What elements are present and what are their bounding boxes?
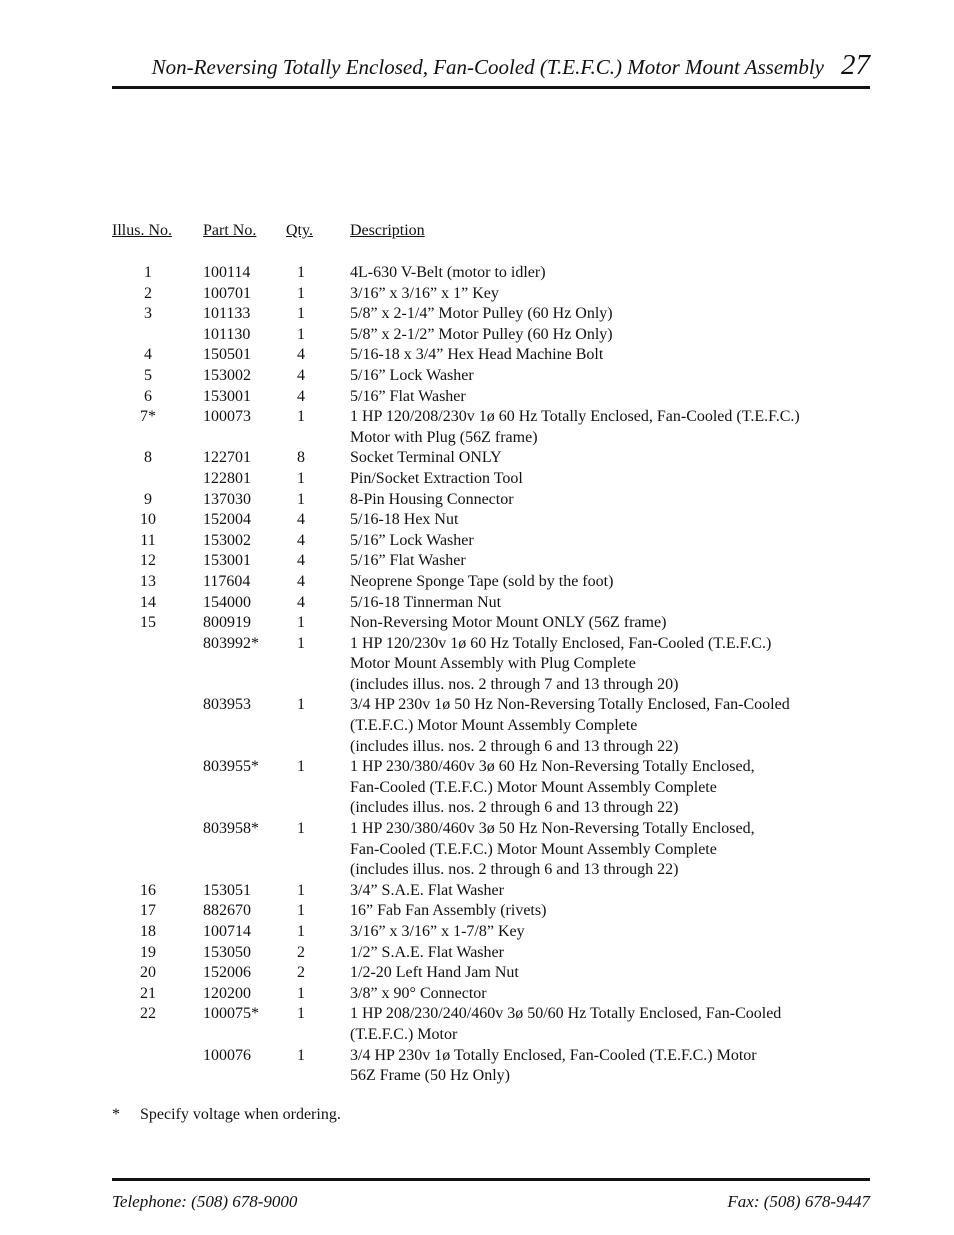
illus-no-cell: 21 bbox=[140, 984, 156, 1002]
description-cell bbox=[350, 490, 862, 511]
part-no-cell: 100701 bbox=[203, 284, 251, 302]
description-cell bbox=[350, 1004, 862, 1045]
part-no-cell: 153050 bbox=[203, 943, 251, 961]
description-line: 3/16” x 3/16” x 1-7/8” Key bbox=[350, 923, 525, 940]
footnote-mark: * bbox=[112, 1106, 120, 1123]
description-line: Fan-Cooled (T.E.F.C.) Motor Mount Assembly Complete bbox=[350, 840, 717, 858]
description-cell bbox=[350, 551, 862, 572]
part-no-cell: 100076 bbox=[203, 1046, 251, 1064]
illus-no-cell: 8 bbox=[144, 449, 152, 467]
qty-cell: 2 bbox=[297, 964, 305, 982]
description-cell bbox=[350, 263, 862, 284]
illus-no-cell: 9 bbox=[144, 490, 152, 508]
description-cell bbox=[350, 284, 862, 305]
illus-no-cell: 3 bbox=[144, 305, 152, 323]
qty-cell: 1 bbox=[297, 758, 305, 776]
part-no-cell: 803955* bbox=[203, 758, 259, 776]
table-row bbox=[112, 325, 862, 346]
description-line: 1/2” S.A.E. Flat Washer bbox=[350, 943, 504, 961]
description-cell bbox=[350, 469, 862, 490]
part-no-cell: 803953 bbox=[203, 696, 251, 714]
description-cell bbox=[350, 922, 862, 943]
part-no-cell: 152006 bbox=[203, 964, 251, 982]
column-header-qty: Qty. bbox=[286, 222, 313, 239]
description-cell bbox=[350, 613, 862, 634]
part-no-cell: 122801 bbox=[203, 469, 251, 487]
illus-no-cell: 13 bbox=[140, 572, 156, 590]
description-line: Motor Mount Assembly with Plug Complete bbox=[350, 655, 636, 673]
footer-phone: Telephone: (508) 678-9000 bbox=[112, 1192, 298, 1211]
part-no-cell: 100114 bbox=[203, 264, 251, 281]
illus-no-cell: 19 bbox=[140, 943, 156, 961]
part-no-cell: 122701 bbox=[203, 449, 251, 467]
table-row bbox=[112, 551, 862, 572]
part-no-cell: 153001 bbox=[203, 552, 251, 570]
table-row bbox=[112, 1004, 862, 1045]
description-line: Socket Terminal ONLY bbox=[350, 449, 502, 467]
illus-no-cell: 7* bbox=[140, 408, 156, 426]
illus-no-cell: 15 bbox=[140, 614, 156, 632]
qty-cell: 1 bbox=[297, 1046, 305, 1064]
parts-table bbox=[112, 222, 862, 1087]
part-no-cell: 137030 bbox=[203, 490, 251, 508]
footnote-text: Specify voltage when ordering. bbox=[140, 1106, 341, 1123]
qty-cell: 1 bbox=[297, 923, 305, 940]
table-row bbox=[112, 572, 862, 593]
description-line: 1 HP 120/230v 1ø 60 Hz Totally Enclosed, Fan-Cooled (T.E.F.C.) bbox=[350, 634, 772, 652]
part-no-cell: 100075* bbox=[203, 1005, 259, 1023]
description-line: 5/16-18 x 3/4” Hex Head Machine Bolt bbox=[350, 346, 604, 364]
description-line: Pin/Socket Extraction Tool bbox=[350, 469, 523, 487]
description-cell bbox=[350, 757, 862, 819]
description-cell bbox=[350, 943, 862, 964]
description-cell bbox=[350, 963, 862, 984]
description-cell bbox=[350, 593, 862, 614]
table-row bbox=[112, 448, 862, 469]
description-line: (includes illus. nos. 2 through 6 and 13 through 22) bbox=[350, 737, 679, 755]
table-row bbox=[112, 304, 862, 325]
table-row bbox=[112, 922, 862, 943]
description-cell bbox=[350, 634, 862, 696]
column-header-illus-no: Illus. No. bbox=[112, 222, 172, 239]
table-row bbox=[112, 593, 862, 614]
part-no-cell: 803958* bbox=[203, 820, 259, 838]
description-line: 1 HP 230/380/460v 3ø 50 Hz Non-Reversing Totally Enclosed, bbox=[350, 820, 755, 838]
table-row bbox=[112, 263, 862, 284]
table-row bbox=[112, 407, 862, 448]
description-line: 4L-630 V-Belt (motor to idler) bbox=[350, 264, 546, 281]
description-line: (T.E.F.C.) Motor Mount Assembly Complete bbox=[350, 717, 638, 735]
footer-fax: Fax: (508) 678-9447 bbox=[727, 1192, 870, 1211]
description-line: 5/16-18 Hex Nut bbox=[350, 511, 459, 529]
part-no-cell: 803992* bbox=[203, 634, 259, 652]
qty-cell: 4 bbox=[297, 387, 305, 405]
table-row bbox=[112, 469, 862, 490]
qty-cell: 1 bbox=[297, 881, 305, 899]
description-line: 3/16” x 3/16” x 1” Key bbox=[350, 284, 499, 302]
table-row bbox=[112, 531, 862, 552]
page-title: Non-Reversing Totally Enclosed, Fan-Cooled (T.E.F.C.) Motor Mount Assembly bbox=[151, 55, 824, 79]
description-line: 5/16” Flat Washer bbox=[350, 387, 466, 405]
description-line: 1 HP 208/230/240/460v 3ø 50/60 Hz Totally Enclosed, Fan-Cooled bbox=[350, 1005, 782, 1023]
part-no-cell: 150501 bbox=[203, 346, 251, 364]
illus-no-cell: 20 bbox=[140, 964, 156, 982]
part-no-cell: 800919 bbox=[203, 614, 251, 632]
part-no-cell: 120200 bbox=[203, 984, 251, 1002]
description-cell bbox=[350, 510, 862, 531]
illus-no-cell: 12 bbox=[140, 552, 156, 570]
qty-cell: 4 bbox=[297, 593, 305, 611]
illus-no-cell: 18 bbox=[140, 923, 156, 940]
column-header-description: Description bbox=[350, 222, 425, 239]
description-line: 1 HP 230/380/460v 3ø 60 Hz Non-Reversing Totally Enclosed, bbox=[350, 758, 755, 776]
table-row bbox=[112, 881, 862, 902]
description-line: 3/4” S.A.E. Flat Washer bbox=[350, 881, 504, 899]
description-cell bbox=[350, 325, 862, 346]
illus-no-cell: 10 bbox=[140, 511, 156, 529]
table-row bbox=[112, 490, 862, 511]
description-line: 5/8” x 2-1/4” Motor Pulley (60 Hz Only) bbox=[350, 305, 613, 323]
illus-no-cell: 22 bbox=[140, 1005, 156, 1023]
illus-no-cell: 2 bbox=[144, 284, 152, 302]
description-line: Non-Reversing Motor Mount ONLY (56Z frame) bbox=[350, 614, 667, 632]
description-line: Motor with Plug (56Z frame) bbox=[350, 428, 538, 446]
table-row bbox=[112, 901, 862, 922]
illus-no-cell: 17 bbox=[140, 902, 156, 920]
qty-cell: 1 bbox=[297, 264, 305, 281]
qty-cell: 1 bbox=[297, 284, 305, 302]
illus-no-cell: 6 bbox=[144, 387, 152, 405]
qty-cell: 4 bbox=[297, 552, 305, 570]
table-row bbox=[112, 695, 862, 757]
page-number: 27 bbox=[841, 49, 870, 81]
description-cell bbox=[350, 531, 862, 552]
part-no-cell: 154000 bbox=[203, 593, 251, 611]
table-row bbox=[112, 613, 862, 634]
qty-cell: 4 bbox=[297, 366, 305, 384]
table-row bbox=[112, 819, 862, 881]
qty-cell: 1 bbox=[297, 305, 305, 323]
table-row bbox=[112, 984, 862, 1005]
qty-cell: 1 bbox=[297, 325, 305, 343]
description-line: 3/8” x 90° Connector bbox=[350, 984, 487, 1002]
illus-no-cell: 5 bbox=[144, 366, 152, 384]
qty-cell: 4 bbox=[297, 572, 305, 590]
description-cell bbox=[350, 366, 862, 387]
description-line: Fan-Cooled (T.E.F.C.) Motor Mount Assembly Complete bbox=[350, 778, 717, 796]
description-cell bbox=[350, 448, 862, 469]
description-cell bbox=[350, 819, 862, 881]
part-no-cell: 153002 bbox=[203, 366, 251, 384]
table-row bbox=[112, 943, 862, 964]
description-line: Neoprene Sponge Tape (sold by the foot) bbox=[350, 572, 614, 590]
description-line: 5/16” Lock Washer bbox=[350, 366, 474, 384]
description-line: (includes illus. nos. 2 through 6 and 13 through 22) bbox=[350, 799, 679, 817]
table-row bbox=[112, 510, 862, 531]
description-cell bbox=[350, 695, 862, 757]
qty-cell: 1 bbox=[297, 490, 305, 508]
part-no-cell: 153002 bbox=[203, 531, 251, 549]
table-row bbox=[112, 963, 862, 984]
part-no-cell: 101130 bbox=[203, 325, 251, 343]
description-line: (includes illus. nos. 2 through 7 and 13 through 20) bbox=[350, 675, 679, 693]
description-cell bbox=[350, 304, 862, 325]
part-no-cell: 882670 bbox=[203, 902, 251, 920]
description-line: 3/4 HP 230v 1ø 50 Hz Non-Reversing Totally Enclosed, Fan-Cooled bbox=[350, 696, 790, 714]
page-footer bbox=[112, 1178, 870, 1217]
qty-cell: 1 bbox=[297, 984, 305, 1002]
illus-no-cell: 11 bbox=[140, 531, 156, 549]
illus-no-cell: 1 bbox=[144, 264, 152, 281]
description-cell bbox=[350, 407, 862, 448]
qty-cell: 4 bbox=[297, 346, 305, 364]
table-row bbox=[112, 345, 862, 366]
description-cell bbox=[350, 881, 862, 902]
column-header-part-no: Part No. bbox=[203, 222, 257, 239]
part-no-cell: 153001 bbox=[203, 387, 251, 405]
description-line: 5/16” Lock Washer bbox=[350, 531, 474, 549]
qty-cell: 2 bbox=[297, 943, 305, 961]
description-cell bbox=[350, 1046, 862, 1087]
table-body bbox=[112, 263, 862, 1087]
description-line: 1/2-20 Left Hand Jam Nut bbox=[350, 964, 519, 982]
qty-cell: 4 bbox=[297, 531, 305, 549]
qty-cell: 1 bbox=[297, 696, 305, 714]
part-no-cell: 117604 bbox=[203, 572, 251, 590]
part-no-cell: 153051 bbox=[203, 881, 251, 899]
description-line: 5/16-18 Tinnerman Nut bbox=[350, 593, 502, 611]
qty-cell: 1 bbox=[297, 820, 305, 838]
part-no-cell: 100714 bbox=[203, 923, 251, 940]
footnote bbox=[112, 1106, 341, 1124]
description-cell bbox=[350, 572, 862, 593]
illus-no-cell: 16 bbox=[140, 881, 156, 899]
qty-cell: 4 bbox=[297, 511, 305, 529]
qty-cell: 1 bbox=[297, 614, 305, 632]
qty-cell: 1 bbox=[297, 634, 305, 652]
description-line: 8-Pin Housing Connector bbox=[350, 490, 514, 508]
description-line: 56Z Frame (50 Hz Only) bbox=[350, 1067, 510, 1085]
qty-cell: 1 bbox=[297, 469, 305, 487]
description-line: 3/4 HP 230v 1ø Totally Enclosed, Fan-Cooled (T.E.F.C.) Motor bbox=[350, 1046, 757, 1064]
description-line: (includes illus. nos. 2 through 6 and 13 through 22) bbox=[350, 861, 679, 879]
table-row bbox=[112, 387, 862, 408]
part-no-cell: 100073 bbox=[203, 408, 251, 426]
description-cell bbox=[350, 345, 862, 366]
qty-cell: 1 bbox=[297, 1005, 305, 1023]
part-no-cell: 152004 bbox=[203, 511, 251, 529]
qty-cell: 1 bbox=[297, 408, 305, 426]
description-cell bbox=[350, 387, 862, 408]
qty-cell: 8 bbox=[297, 449, 305, 467]
description-line: 5/8” x 2-1/2” Motor Pulley (60 Hz Only) bbox=[350, 325, 613, 343]
table-row bbox=[112, 284, 862, 305]
qty-cell: 1 bbox=[297, 902, 305, 920]
page-header bbox=[112, 42, 870, 89]
table-row bbox=[112, 1046, 862, 1087]
description-cell bbox=[350, 901, 862, 922]
part-no-cell: 101133 bbox=[203, 305, 251, 323]
illus-no-cell: 4 bbox=[144, 346, 152, 364]
description-line: (T.E.F.C.) Motor bbox=[350, 1025, 458, 1043]
table-row bbox=[112, 757, 862, 819]
table-row bbox=[112, 366, 862, 387]
table-row bbox=[112, 634, 862, 696]
illus-no-cell: 14 bbox=[140, 593, 156, 611]
description-line: 1 HP 120/208/230v 1ø 60 Hz Totally Enclosed, Fan-Cooled (T.E.F.C.) bbox=[350, 408, 800, 426]
table-header bbox=[112, 222, 862, 242]
description-line: 16” Fab Fan Assembly (rivets) bbox=[350, 902, 547, 920]
description-line: 5/16” Flat Washer bbox=[350, 552, 466, 570]
description-cell bbox=[350, 984, 862, 1005]
